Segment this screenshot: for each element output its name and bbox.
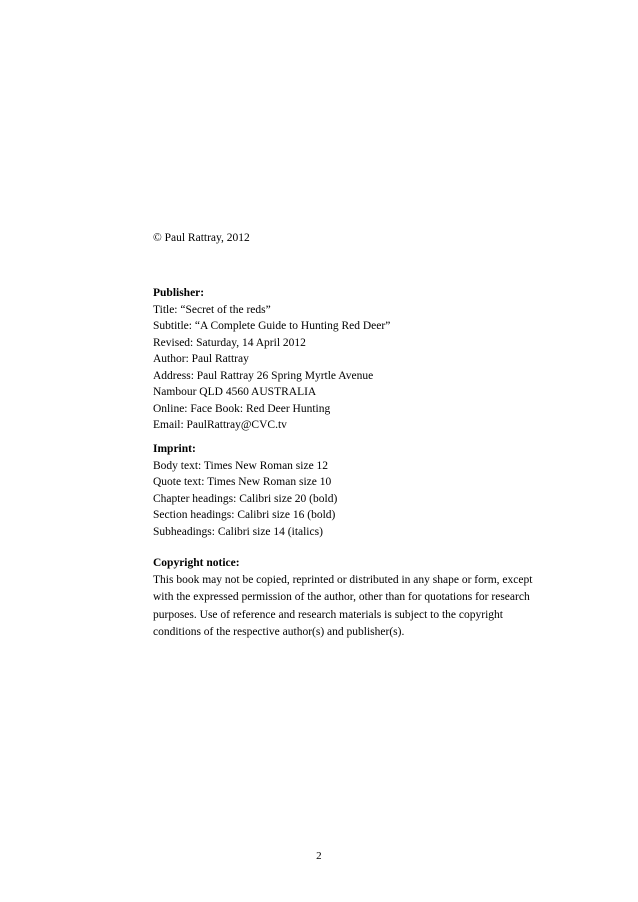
imprint-section bbox=[153, 441, 533, 540]
copyright-notice-heading: Copyright notice: bbox=[153, 557, 240, 569]
publisher-heading: Publisher: bbox=[153, 287, 205, 299]
imprint-subheadings-line: Subheadings: Calibri size 14 (italics) bbox=[153, 525, 323, 538]
imprint-section-headings-line: Section headings: Calibri size 16 (bold) bbox=[153, 509, 336, 521]
copyright-notice-line: purposes. Use of reference and research materials is subject to the copyright bbox=[153, 608, 503, 621]
copyright-notice-line: with the expressed permission of the author, other than for quotations for research bbox=[153, 591, 530, 603]
publisher-address-line: Address: Paul Rattray 26 Spring Myrtle Avenue bbox=[153, 369, 374, 382]
copyright-line: © Paul Rattray, 2012 bbox=[153, 232, 250, 244]
imprint-chapter-headings-line: Chapter headings: Calibri size 20 (bold) bbox=[153, 492, 338, 505]
imprint-heading: Imprint: bbox=[153, 443, 196, 455]
copyright-notice-section bbox=[153, 555, 533, 642]
publisher-address-line-2: Nambour QLD 4560 AUSTRALIA bbox=[153, 386, 317, 398]
publisher-author-line: Author: Paul Rattray bbox=[153, 353, 249, 365]
imprint-quote-text-line: Quote text: Times New Roman size 10 bbox=[153, 476, 332, 488]
publisher-email-line: Email: PaulRattray@CVC.tv bbox=[153, 419, 287, 431]
publisher-revised-line: Revised: Saturday, 14 April 2012 bbox=[153, 336, 306, 349]
publisher-online-line: Online: Face Book: Red Deer Hunting bbox=[153, 402, 331, 415]
publisher-title-line: Title: “Secret of the reds” bbox=[153, 303, 271, 316]
publisher-section bbox=[153, 285, 533, 434]
imprint-body-text-line: Body text: Times New Roman size 12 bbox=[153, 459, 329, 472]
copyright-notice-line: conditions of the respective author(s) and publisher(s). bbox=[153, 626, 405, 638]
copyright-notice-line: This book may not be copied, reprinted or distributed in any shape or form, except bbox=[153, 573, 533, 586]
page-number: 2 bbox=[316, 850, 322, 862]
copyright-notice-paragraph bbox=[153, 572, 533, 642]
publisher-subtitle-line: Subtitle: “A Complete Guide to Hunting Red Deer” bbox=[153, 320, 391, 332]
